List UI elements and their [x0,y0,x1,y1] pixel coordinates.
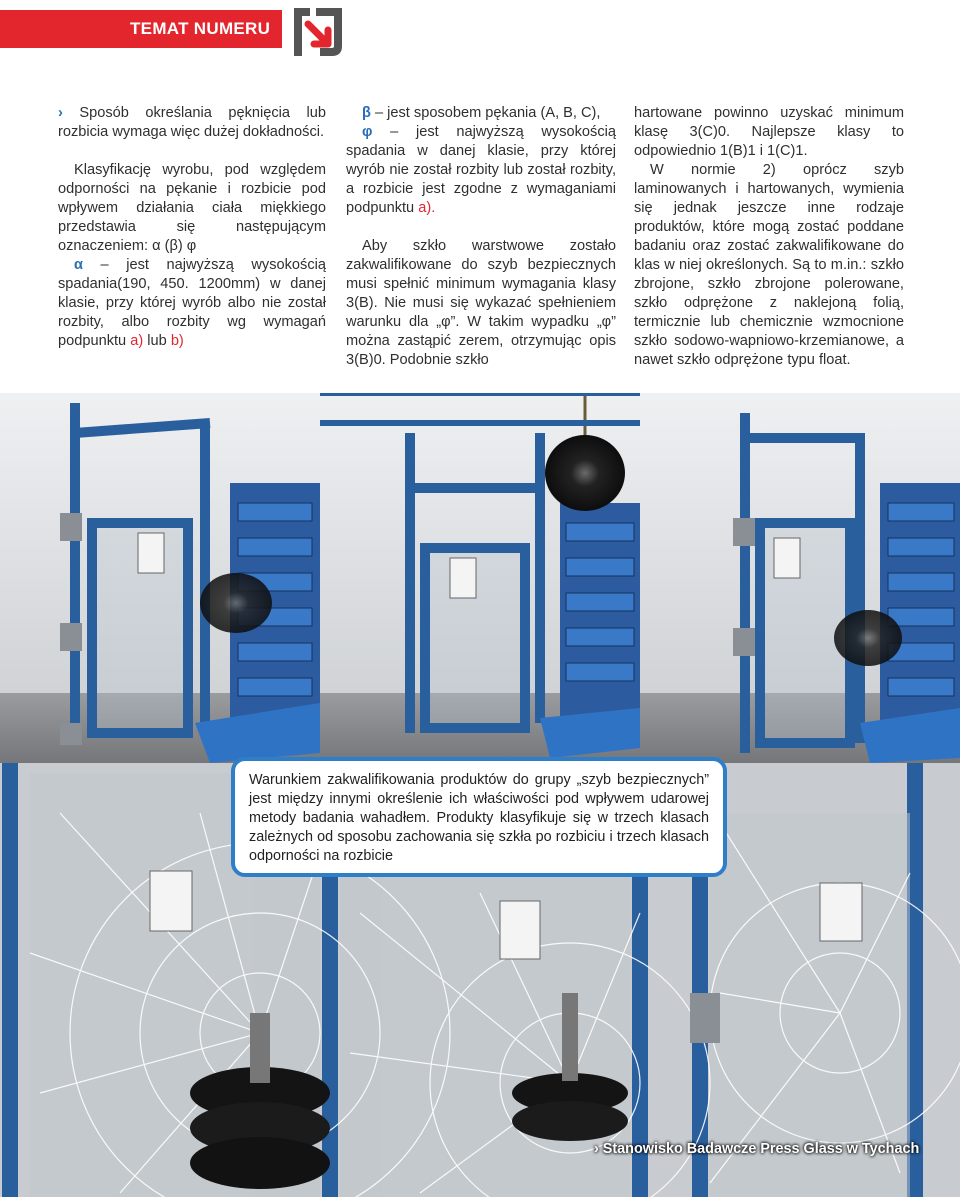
beta-symbol: β [362,105,371,121]
text-column-3 [634,104,904,370]
section-label: TEMAT NUMERU [130,19,271,38]
alpha-symbol: α [74,257,83,273]
paragraph [58,104,326,142]
phi-symbol: φ [362,124,373,140]
caption-text: Warunkiem zakwalifikowania produktów do grupy „szyb bezpiecznych” jest między innymi określenie ich właściwości pod wpływem udarowej metody badania wahadłem. Produkty klasyfikuje się w trzech klasach zależnych od sposobu zachowania się szkła po rozbiciu i trzech klasach odporności na rozbicie [249,772,709,864]
paragraph [346,104,616,123]
paragraph-text: – jest najwyższą wysokością spadania w danej klasie, przy której wyrób nie został rozbity lub został rozbity, a rozbicie jest zgodne z wymaganiami podpunktu [346,124,616,216]
paragraph [58,256,326,351]
paragraph [346,123,616,218]
paragraph-text: – jest sposobem pękania (A, B, C), [370,105,601,121]
reference-a: a) [130,333,144,349]
paragraph: Aby szkło warstwowe zostało zakwalifikowane do szyb bezpiecznych musi spełnić minimum wymagania klasy 3(B). Nie musi się wykazać spełnieniem warunku dla „φ”. W takim wypadku „φ” można zastąpić zerem, otrzymując opis 3(B)0. Podobnie szkło [346,238,616,368]
paragraph-text: lub [143,333,171,349]
paragraph-text: Sposób określania pęknięcia lub rozbicia wymaga więc dużej dokładności. [58,105,326,140]
caption-box [231,757,727,877]
reference-b: b) [170,333,184,349]
paragraph: Klasyfikację wyrobu, pod względem odporności na pękanie i rozbicie pod wpływem działania ciała miękkiego przedstawia się następującym oznaczeniem: α (β) φ [58,162,326,254]
chevron-right-icon: › [58,105,63,121]
paragraph-text: – jest najwyższą wysokością spadania(190, 450. 1200mm) w danej klasie, przy której wyrób albo nie został rozbity, albo rozbity wg wymagań podpunktu [58,257,326,349]
photo-caption: › Stanowisko Badawcze Press Glass w Tychach [594,1141,920,1157]
paragraph: W normie 2) oprócz szyb laminowanych i hartowanych, wymienia się jednak jeszcze inne rodzaje produktów, które mogą zostać poddane badaniu oraz zostać zakwalifikowane do klas w niej określonych. Są to m.in.: szkło zbrojone, szkło zbrojone polerowane, szkło odprężone z naklejoną folią, termicznie lub chemicznie wzmocnione szkło sodowo-wapniowo-krzemianowe, a nawet szkło odprężone typu float. [634,162,904,368]
text-column-1 [58,104,326,351]
reference-a: a). [418,200,436,216]
paragraph: hartowane powinno uzyskać minimum klasę 3(C)0. Najlepsze klasy to odpowiednio 1(B)1 i 1(C)1. [634,105,904,159]
text-column-2 [346,104,616,370]
magazine-logo-icon [286,2,350,62]
